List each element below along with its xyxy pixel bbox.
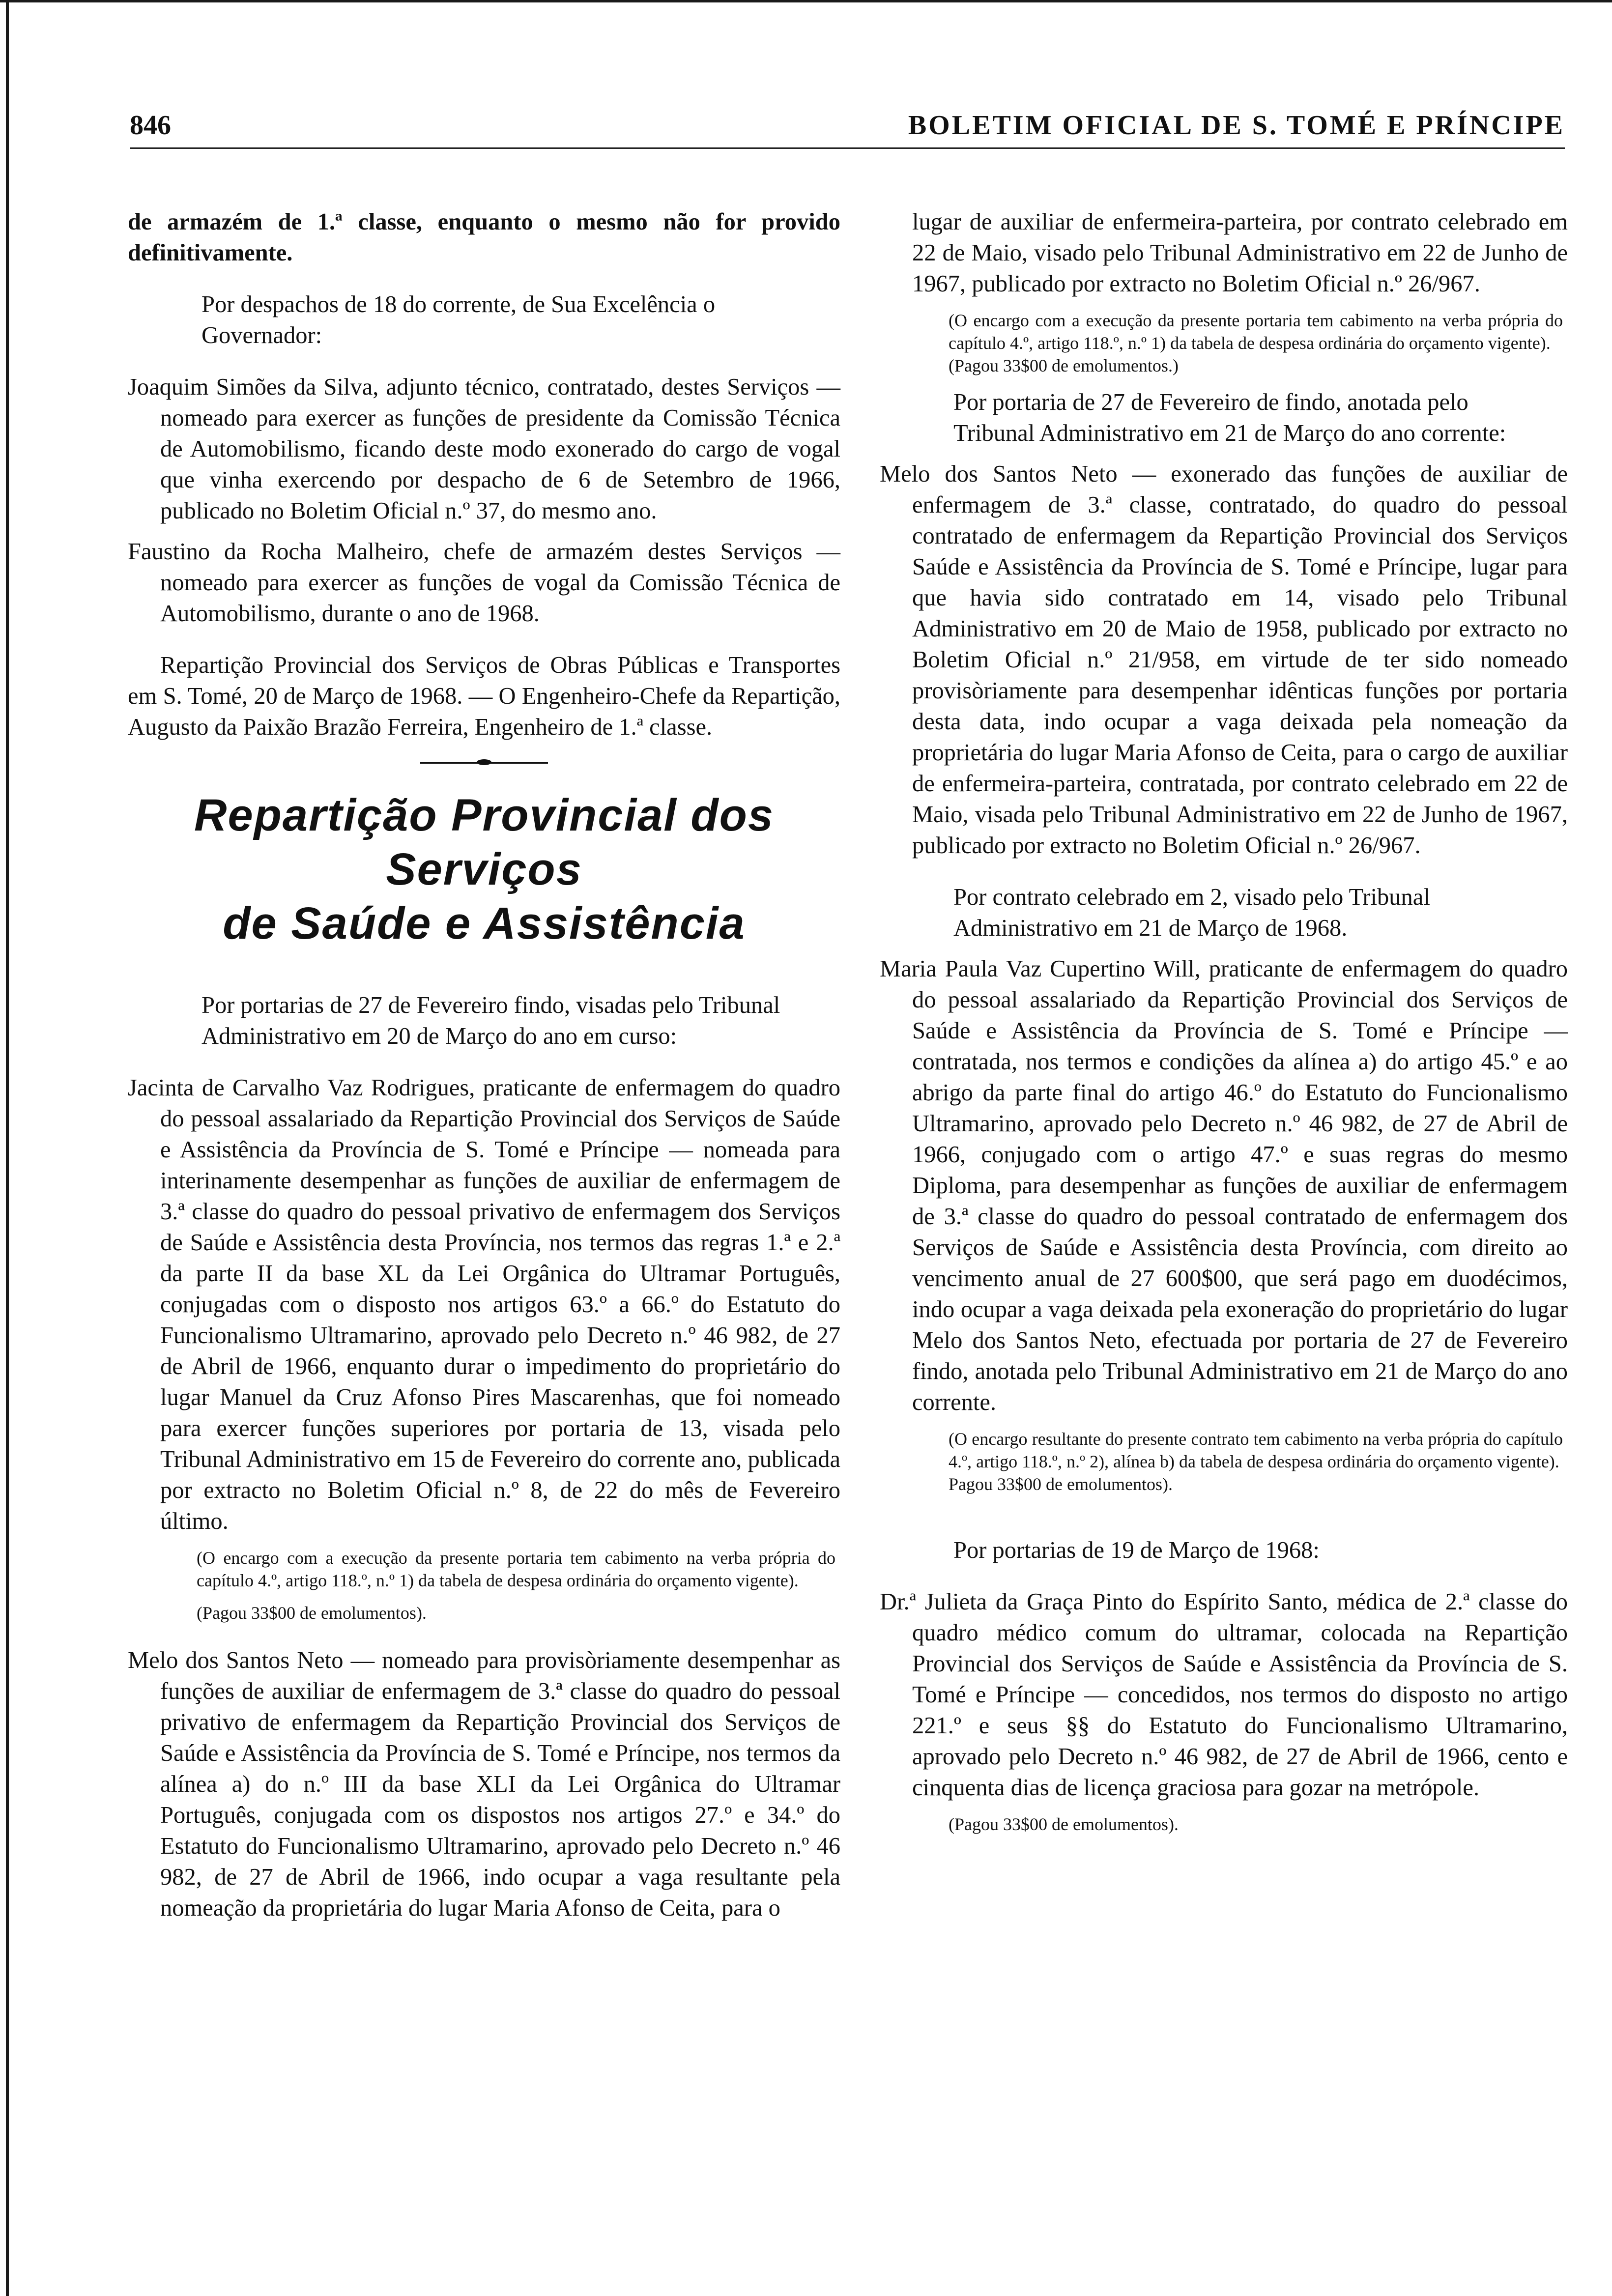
- fee-note: (Pagou 33$00 de emolumentos).: [197, 1603, 427, 1623]
- page-number: 846: [130, 110, 171, 141]
- left-column: [128, 206, 840, 1923]
- fee-note: (Pagou 33$00 de emolumentos).: [949, 1814, 1179, 1834]
- right-column: [880, 206, 1568, 1836]
- publication-title: BOLETIM OFICIAL DE S. TOMÉ E PRÍNCIPE: [908, 110, 1565, 141]
- appointment-entry: Dr.ª Julieta da Graça Pinto do Espírito Santo, médica de 2.ª classe do quadro médico comum do ultramar, colocada na Repartição Provincial dos Serviços de Saúde e Assistência da Província de S. Tomé e Príncipe — concedidos, nos termos do disposto no artigo 221.º e seus §§ do Estatuto do Funcionalismo Ultramarino, aprovado pelo Decreto n.º 46 982, de 27 de Abril de 1966, cento e cinquenta dias de licença graciosa para gozar na metrópole.: [880, 1589, 1568, 1801]
- budget-note: (O encargo com a execução da presente portaria tem cabimento na verba própria do capítulo 4.º, artigo 118.º, n.º 1) da tabela de despesa ordinária do orçamento vigente).: [949, 311, 1563, 353]
- header-rule: [130, 147, 1565, 149]
- paragraph: de armazém de 1.ª classe, enquanto o mesmo não for provido definitivamente.: [128, 209, 840, 266]
- appointment-entry: Joaquim Simões da Silva, adjunto técnico, contratado, destes Serviços — nomeado para exercer as funções de presidente da Comissão Técnica de Automobilismo, ficando deste modo exonerado do cargo de vogal que vinha exercendo por despacho de 6 de Setembro de 1966, publicado no Boletim Oficial n.º 37, do mesmo ano.: [128, 374, 840, 524]
- dispatch-intro: Por portarias de 19 de Março de 1968:: [953, 1537, 1320, 1563]
- budget-note: (O encargo com a execução da presente portaria tem cabimento na verba própria do capítulo 4.º, artigo 118.º, n.º 1) da tabela de despesa ordinária do orçamento vigente).: [197, 1548, 835, 1590]
- dispatch-intro: Por despachos de 18 do corrente, de Sua Excelência o Governador:: [202, 291, 716, 348]
- appointment-entry: Melo dos Santos Neto — exonerado das funções de auxiliar de enfermagem de 3.ª classe, contratado, do quadro do pessoal contratado de enfermagem da Repartição Provincial dos Serviços Saúde e Assistência da Província de S. Tomé e Príncipe, lugar para que havia sido contratado em 14, visado pelo Tribunal Administrativo em 20 de Maio de 1958, publicado por extracto no Boletim Oficial n.º 21/958, em virtude de ter sido nomeado provisòriamente para desempenhar idênticas funções por portaria desta data, indo ocupar a vaga deixada pela nomeação da proprietária do lugar Maria Afonso de Ceita, para o cargo de auxiliar de enfermeira-parteira, contratada, por contrato celebrado em 22 de Maio, visada pelo Tribunal Administrativo em 22 de Junho de 1967, publicado por extracto no Boletim Oficial n.º 26/967.: [880, 461, 1568, 859]
- appointment-entry: Jacinta de Carvalho Vaz Rodrigues, praticante de enfermagem do quadro do pessoal assalariado da Repartição Provincial dos Serviços de Saúde e Assistência da Província de S. Tomé e Príncipe — nomeada para interinamente desempenhar as funções de auxiliar de enfermagem de 3.ª classe do quadro do pessoal privativo de enfermagem dos Serviços de Saúde e Assistência desta Província, nos termos das regras 1.ª e 2.ª da parte II da base XL da Lei Orgânica do Ultramar Português, conjugadas com o disposto nos artigos 63.º a 66.º do Estatuto do Funcionalismo Ultramarino, aprovado pelo Decreto n.º 46 982, de 27 de Abril de 1966, enquanto durar o impedimento do proprietário do lugar Manuel da Cruz Afonso Pires Mascarenhas, que foi nomeado para exercer funções superiores por portaria de 13, visada pelo Tribunal Administrativo em 15 de Fevereiro do corrente ano, publicada por extracto no Boletim Oficial n.º 8, de 22 do mês de Fevereiro último.: [128, 1075, 840, 1534]
- scan-edge-left: [6, 0, 9, 2296]
- signature-paragraph: Repartição Provincial dos Serviços de Obras Públicas e Transportes em S. Tomé, 20 de Março de 1968. — O Engenheiro-Chefe da Repartição, Augusto da Paixão Brazão Ferreira, Engenheiro de 1.ª classe.: [128, 652, 840, 740]
- section-title-line: Repartição Provincial dos Serviços: [194, 790, 774, 894]
- fee-note: (Pagou 33$00 de emolumentos.): [949, 356, 1179, 375]
- dispatch-intro: Por contrato celebrado em 2, visado pelo Tribunal Administrativo em 21 de Março de 1968.: [953, 884, 1430, 941]
- section-title-line: de Saúde e Assistência: [223, 898, 746, 948]
- page-header: [130, 108, 1565, 143]
- section-divider: [420, 762, 548, 764]
- budget-note: (O encargo resultante do presente contrato tem cabimento na verba própria do capítulo 4.º, artigo 118.º, n.º 2), alínea b) da tabela de despesa ordinária do orçamento vigente).: [949, 1429, 1563, 1471]
- section-title: [128, 788, 840, 950]
- appointment-entry: Maria Paula Vaz Cupertino Will, praticante de enfermagem do quadro do pessoal assalariado da Repartição Provincial dos Serviços de Saúde e Assistência da Província de S. Tomé e Príncipe — contratada, nos termos e condições da alínea a) do artigo 45.º e ao abrigo da parte final do artigo 46.º do Estatuto do Funcionalismo Ultramarino, aprovado pelo Decreto n.º 46 982, de 27 de Abril de 1966, conjugado com o artigo 47.º e suas regras do mesmo Diploma, para desempenhar as funções de auxiliar de enfermagem de 3.ª classe do quadro do pessoal contratado de enfermagem dos Serviços de Saúde e Assistência desta Província, com direito ao vencimento anual de 27 600$00, que será pago em duodécimos, indo ocupar a vaga deixada pela exoneração do proprietário do lugar Melo dos Santos Neto, efectuada por portaria de 27 de Fevereiro findo, anotada pelo Tribunal Administrativo em 21 de Março do ano corrente.: [880, 956, 1568, 1415]
- scan-edge-top: [0, 0, 1612, 2]
- appointment-entry: Faustino da Rocha Malheiro, chefe de armazém destes Serviços — nomeado para exercer as funções de vogal da Comissão Técnica de Automobilismo, durante o ano de 1968.: [128, 539, 840, 627]
- dispatch-intro: Por portarias de 27 de Fevereiro findo, visadas pelo Tribunal Administrativo em 20 de Março do ano em curso:: [202, 992, 780, 1049]
- fee-note: Pagou 33$00 de emolumentos).: [949, 1474, 1173, 1494]
- appointment-entry-continued: lugar de auxiliar de enfermeira-parteira, por contrato celebrado em 22 de Maio, visado pelo Tribunal Administrativo em 22 de Junho de 1967, publicado por extracto no Boletim Oficial n.º 26/967.: [912, 209, 1568, 297]
- appointment-entry: Melo dos Santos Neto — nomeado para provisòriamente desempenhar as funções de auxiliar de enfermagem de 3.ª classe do quadro do pessoal privativo de enfermagem da Repartição Provincial dos Serviços de Saúde e Assistência da Província de S. Tomé e Príncipe, nos termos da alínea a) do n.º III da base XLI da Lei Orgânica do Ultramar Português, conjugada com os dispostos nos artigos 27.º e 34.º do Estatuto do Funcionalismo Ultramarino, aprovado pelo Decreto n.º 46 982, de 27 de Abril de 1966, indo ocupar a vaga resultante pela nomeação da proprietária do lugar Maria Afonso de Ceita, para o: [128, 1647, 840, 1921]
- dispatch-intro: Por portaria de 27 de Fevereiro de findo, anotada pelo Tribunal Administrativo em 21 de Março do ano corrente:: [953, 389, 1506, 446]
